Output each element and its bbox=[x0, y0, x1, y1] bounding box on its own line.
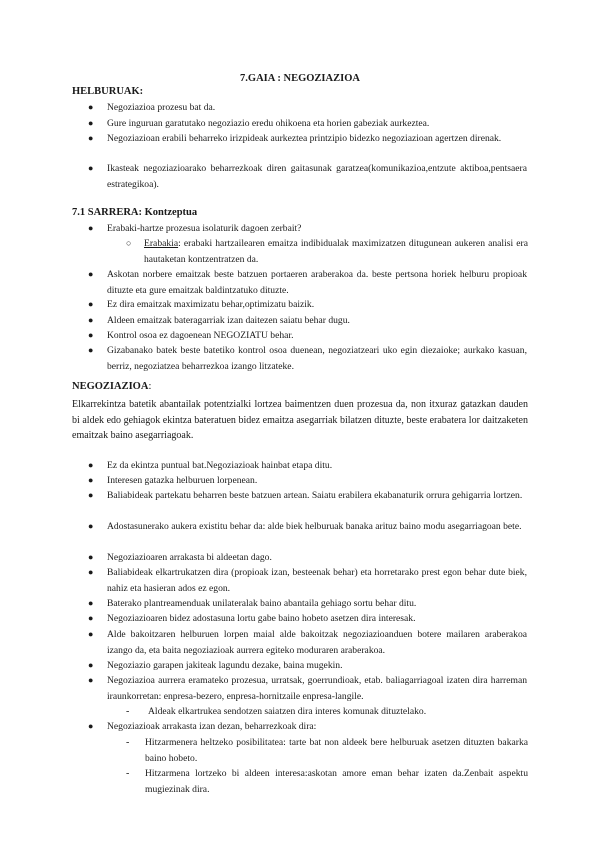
bullet-icon: ● bbox=[88, 490, 94, 500]
bullet-icon: ● bbox=[88, 315, 94, 325]
dash-bullet: - bbox=[126, 737, 130, 748]
dash-bullet: - bbox=[126, 706, 130, 717]
bullet-icon: ● bbox=[88, 660, 94, 670]
bullet-icon: ● bbox=[88, 330, 94, 340]
list-item: Erabaki-hartze prozesua isolaturik dagoen zerbait? bbox=[107, 223, 302, 234]
bullet-icon: ● bbox=[88, 163, 94, 173]
sub-list-item bbox=[144, 236, 528, 267]
list-item: Negoziazioa aurrera eramateko prozesua, urratsak, goerrundioak, etab. baliagarriagoal izaten dira harreman iraunkorretan: enpresa-bezero, enpresa-hornitzaile enpresa-langile. bbox=[107, 675, 527, 702]
section-heading-helburuak: HELBURUAK: bbox=[72, 86, 144, 97]
bullet-icon: ● bbox=[88, 102, 94, 112]
bullet-icon: ● bbox=[88, 133, 94, 143]
list-item: Askotan norbere emaitzak beste batzuen portaeren araberakoa da. beste pertsona horiek helburu propioak dituzte eta gure emaitzak baldintzatuko dituzte. bbox=[107, 269, 527, 296]
bullet-icon: ● bbox=[88, 521, 94, 531]
list-item: Baterako plantreamenduak unilateralak baino abantaila gehiago sortu behar ditu. bbox=[107, 598, 417, 609]
list-item: Negoziazioak arrakasta izan dezan, beharrezkoak dira: bbox=[107, 721, 317, 732]
bullet-icon: ● bbox=[88, 460, 94, 470]
list-item: Aldeen emaitzak bateragarriak izan daitezen saiatu behar dugu. bbox=[107, 315, 350, 326]
bullet-icon: ● bbox=[88, 552, 94, 562]
bullet-icon: ● bbox=[88, 598, 94, 608]
list-item: Gizabanako batek beste batetiko kontrol osoa duenean, negoziatzeari uko egin diezaioke; aurkako kasuan, berriz, negoziatzea beharrezkoa izango litzateke. bbox=[107, 345, 527, 372]
list-item: Interesen gatazka helburuen lorpenean. bbox=[107, 475, 258, 486]
bullet-icon: ● bbox=[88, 675, 94, 685]
bullet-icon: ● bbox=[88, 613, 94, 623]
bullet-icon: ● bbox=[88, 299, 94, 309]
bullet-icon: ● bbox=[88, 269, 94, 279]
dash-list-item: Hitzarmenera heltzeko posibilitatea: tarte bat non aldeek bere helburuak asetzen dituzten bakarka baino hobeto. bbox=[145, 737, 528, 764]
section-heading-sarrera: 7.1 SARRERA: Kontzeptua bbox=[72, 207, 198, 218]
sub-bullet-icon: ○ bbox=[126, 238, 132, 248]
list-item: Baliabideak partekatu beharren beste batzuen artean. Saiatu erabilera ekabanaturik orrura gehigarria lortzen. bbox=[107, 490, 523, 501]
list-item: Kontrol osoa ez dagoenean NEGOZIATU behar. bbox=[107, 330, 294, 341]
list-item: Baliabideak elkartrukatzen dira (propioak izan, besteenak behar) eta horretarako prest egon behar dute biek, nahiz eta hasieran ados ez egon. bbox=[107, 567, 527, 594]
dash-list-item: Aldeak elkartrukea sendotzen saiatzen dira interes komunak dituztelako. bbox=[148, 706, 427, 717]
dash-bullet: - bbox=[126, 768, 130, 779]
list-item: Alde bakoitzaren helburuen lorpen maial alde bakoitzak negoziazioanduen botere mailaren araberakoa izango da, eta baita negoziazioak aurrera egiteko moduraren araberakoa. bbox=[107, 629, 527, 656]
heading-colon: : bbox=[148, 381, 152, 392]
bullet-icon: ● bbox=[88, 721, 94, 731]
list-item: Ikasteak negoziazioarako beharrezkoak diren gaitasunak garatzea(komunikazioa,entzute aktiboa,pentsaera estrategikoa). bbox=[107, 163, 527, 190]
dash-list-item: Hitzarmena lortzeko bi aldeen interesa:askotan amore eman behar izaten da.Zenbait aspektu mugiezinak dira. bbox=[145, 768, 528, 795]
bullet-icon: ● bbox=[88, 629, 94, 639]
page-title: 7.GAIA : NEGOZIAZIOA bbox=[240, 73, 360, 84]
bullet-icon: ● bbox=[88, 118, 94, 128]
list-item: Gure inguruan garatutako negoziazio eredu ohikoena eta horien gabeziak aurkeztea. bbox=[107, 118, 430, 129]
heading-text: NEGOZIAZIOA bbox=[72, 381, 149, 392]
bullet-icon: ● bbox=[88, 567, 94, 577]
list-item: Adostasunerako aukera existitu behar da: alde biek helburuak banaka arituz baino modu asegarriagoan bete. bbox=[107, 521, 522, 532]
list-item: Negoziazioaren bidez adostasuna lortu gabe baino hobeto asetzen dira interesak. bbox=[107, 613, 416, 624]
bullet-icon: ● bbox=[88, 475, 94, 485]
bullet-icon: ● bbox=[88, 345, 94, 355]
section-heading-negoziazioa bbox=[72, 381, 151, 392]
bullet-icon: ● bbox=[88, 223, 94, 233]
list-item: Negoziazio garapen jakiteak lagundu dezake, baina mugekin. bbox=[107, 660, 343, 671]
term-erabakia: Erabakia bbox=[144, 238, 179, 249]
definition-paragraph: Elkarrekintza batetik abantailak potentzialki lortzea baimentzen duen prozesua da, non itxuraz gatazkan dauden bi aldek edo gehiagok ekintza bateratuen bidez emaitza asegarriak bilatzen dituzte, beste erabatera lor daitzaketen emaitzak baino asegarriagoak. bbox=[72, 399, 528, 441]
list-item: Negoziazioaren arrakasta bi aldeetan dago. bbox=[107, 552, 272, 563]
list-item: Negoziazioa prozesu bat da. bbox=[107, 102, 216, 113]
list-item: Ez da ekintza puntual bat.Negoziazioak hainbat etapa ditu. bbox=[107, 460, 333, 471]
term-definition: : erabaki hartzailearen emaitza indibidualak maximizatzen dituguneаn aukeren analisi era hautaketan kontzentratzen da. bbox=[144, 238, 528, 265]
list-item: Negoziazioan erabili beharreko irizpideak aurkeztea printzipio bidezko negoziazioan agertzen direnak. bbox=[107, 133, 502, 144]
list-item: Ez dira emaitzak maximizatu behar,optimizatu baizik. bbox=[107, 299, 315, 310]
